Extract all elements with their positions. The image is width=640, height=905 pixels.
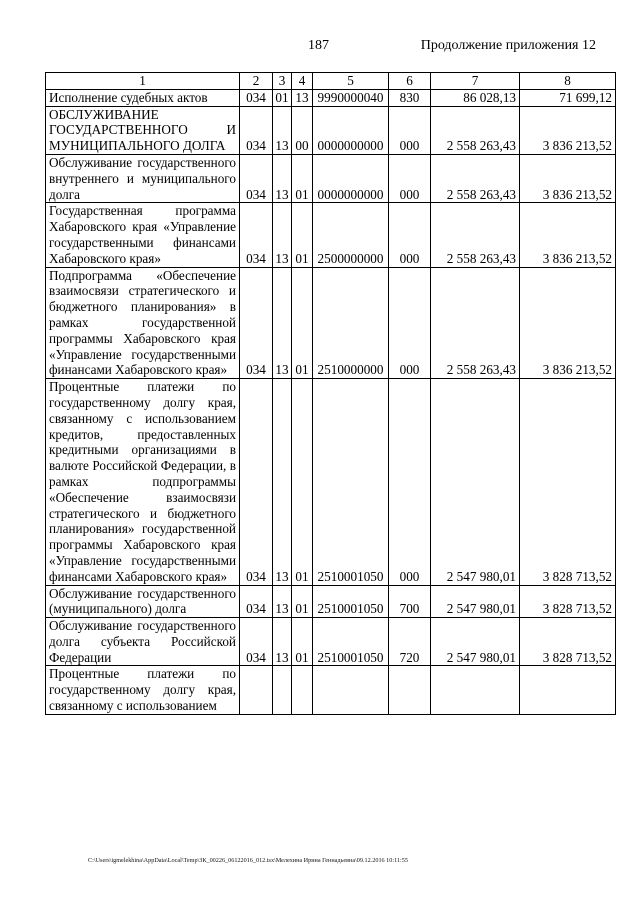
table-row (46, 89, 616, 106)
amount-col8: 3 836 213,52 (520, 154, 616, 202)
amount-col8: 3 828 713,52 (520, 379, 616, 585)
row-name: ОБСЛУЖИВАНИЕ ГОСУДАРСТВЕННОГО И МУНИЦИПАЛЬНОГО ДОЛГА (46, 106, 240, 154)
target-article-code (313, 666, 389, 714)
column-header: 5 (313, 73, 389, 90)
table-row (46, 379, 616, 585)
section-code (273, 666, 292, 714)
section-code: 13 (273, 585, 292, 618)
amount-col7: 2 558 263,43 (431, 267, 520, 379)
table-header-row (46, 73, 616, 90)
table-row (46, 154, 616, 202)
amount-col8 (520, 666, 616, 714)
expense-type-code: 700 (389, 585, 431, 618)
expense-type-code: 720 (389, 618, 431, 666)
ministry-code: 034 (240, 618, 273, 666)
expense-type-code: 000 (389, 203, 431, 267)
amount-col7: 2 558 263,43 (431, 203, 520, 267)
row-name: Процентные платежи по государственному долгу края, связанному с использованием кредитов, предоставленных кредитными организациями в валюте Российской Федерации, в рамках подпрограммы «Обеспечение взаимосвязи стратегического и бюджетного планирования» государственной программы Хабаровского края «Управление государственными финансами Хабаровского края» (46, 379, 240, 585)
row-name: Процентные платежи по государственному долгу края, связанному с использованием (46, 666, 240, 714)
ministry-code: 034 (240, 106, 273, 154)
table-row (46, 585, 616, 618)
target-article-code: 2510001050 (313, 618, 389, 666)
amount-col8: 3 836 213,52 (520, 203, 616, 267)
amount-col7: 86 028,13 (431, 89, 520, 106)
column-header: 7 (431, 73, 520, 90)
table-row (46, 267, 616, 379)
target-article-code: 2510001050 (313, 585, 389, 618)
amount-col7: 2 558 263,43 (431, 106, 520, 154)
subsection-code: 01 (292, 154, 313, 202)
expense-type-code: 000 (389, 154, 431, 202)
target-article-code: 9990000040 (313, 89, 389, 106)
section-code: 01 (273, 89, 292, 106)
expense-type-code (389, 666, 431, 714)
ministry-code: 034 (240, 203, 273, 267)
amount-col8: 71 699,12 (520, 89, 616, 106)
expense-type-code: 000 (389, 379, 431, 585)
table-row (46, 618, 616, 666)
subsection-code: 01 (292, 379, 313, 585)
ministry-code (240, 666, 273, 714)
subsection-code: 01 (292, 585, 313, 618)
column-header: 3 (273, 73, 292, 90)
column-header: 8 (520, 73, 616, 90)
expense-type-code: 000 (389, 106, 431, 154)
section-code: 13 (273, 154, 292, 202)
target-article-code: 2510001050 (313, 379, 389, 585)
table-row (46, 203, 616, 267)
ministry-code: 034 (240, 379, 273, 585)
table-row (46, 106, 616, 154)
amount-col7: 2 558 263,43 (431, 154, 520, 202)
amount-col8: 3 828 713,52 (520, 585, 616, 618)
subsection-code: 01 (292, 267, 313, 379)
column-header: 4 (292, 73, 313, 90)
subsection-code: 00 (292, 106, 313, 154)
subsection-code (292, 666, 313, 714)
section-code: 13 (273, 379, 292, 585)
row-name: Государственная программа Хабаровского края «Управление государственными финансами Хабаровского края» (46, 203, 240, 267)
section-code: 13 (273, 203, 292, 267)
target-article-code: 2500000000 (313, 203, 389, 267)
column-header: 6 (389, 73, 431, 90)
ministry-code: 034 (240, 89, 273, 106)
row-name: Обслуживание государственного внутреннего и муниципального долга (46, 154, 240, 202)
row-name: Исполнение судебных актов (46, 89, 240, 106)
amount-col7: 2 547 980,01 (431, 379, 520, 585)
column-header: 1 (46, 73, 240, 90)
page-number: 187 (308, 38, 329, 53)
expense-type-code: 000 (389, 267, 431, 379)
column-header: 2 (240, 73, 273, 90)
row-name: Обслуживание государственного долга субъекта Российской Федерации (46, 618, 240, 666)
subsection-code: 01 (292, 203, 313, 267)
section-code: 13 (273, 106, 292, 154)
row-name: Подпрограмма «Обеспечение взаимосвязи стратегического и бюджетного планирования» в рамках государственной программы Хабаровского края «Управление государственными финансами Хабаровского края» (46, 267, 240, 379)
target-article-code: 2510000000 (313, 267, 389, 379)
section-code: 13 (273, 267, 292, 379)
ministry-code: 034 (240, 154, 273, 202)
budget-table (45, 72, 616, 715)
amount-col8: 3 828 713,52 (520, 618, 616, 666)
document-path-footer: C:\Users\igmelekhina\AppData\Local\Temp\ЗК_00226_06122016_012.tsx\Мелехина Ирина Геннадьевна\09.12.2016 10:11:55 (88, 857, 408, 864)
expense-type-code: 830 (389, 89, 431, 106)
appendix-continuation-label: Продолжение приложения 12 (420, 38, 596, 53)
subsection-code: 13 (292, 89, 313, 106)
amount-col7 (431, 666, 520, 714)
table-row (46, 666, 616, 714)
target-article-code: 0000000000 (313, 106, 389, 154)
row-name: Обслуживание государственного (муниципального) долга (46, 585, 240, 618)
target-article-code: 0000000000 (313, 154, 389, 202)
amount-col8: 3 836 213,52 (520, 106, 616, 154)
amount-col8: 3 836 213,52 (520, 267, 616, 379)
subsection-code: 01 (292, 618, 313, 666)
ministry-code: 034 (240, 267, 273, 379)
section-code: 13 (273, 618, 292, 666)
amount-col7: 2 547 980,01 (431, 618, 520, 666)
amount-col7: 2 547 980,01 (431, 585, 520, 618)
ministry-code: 034 (240, 585, 273, 618)
